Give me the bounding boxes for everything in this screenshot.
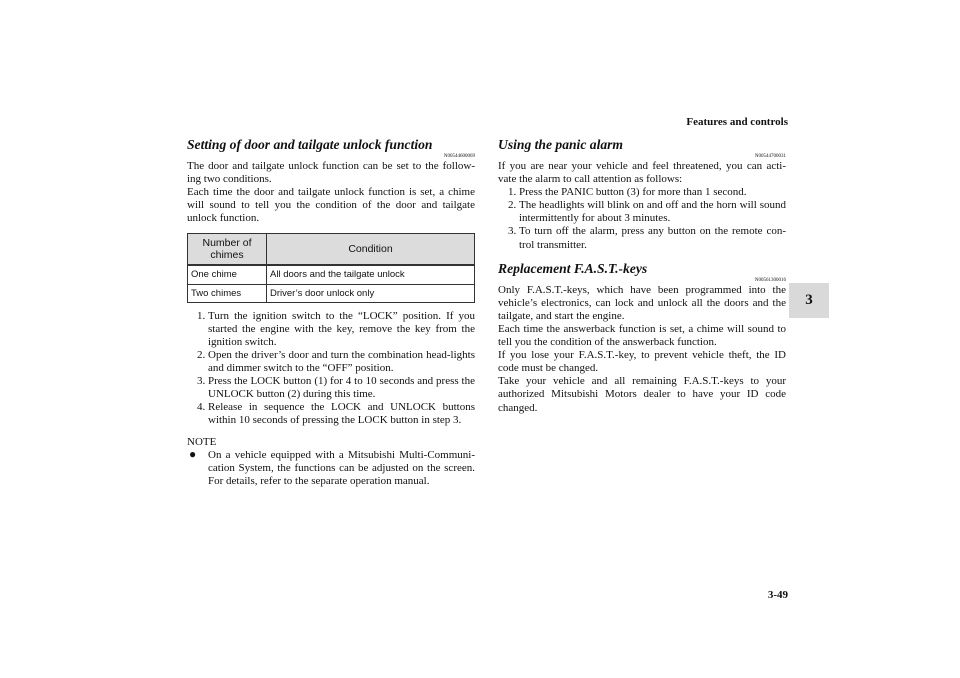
table-cell: Two chimes (188, 284, 267, 302)
note-label: NOTE (187, 435, 217, 448)
step-number: 4. (197, 401, 206, 414)
chapter-number: 3 (805, 292, 813, 308)
step-text: Open the driver’s door and turn the combination head-lights and dimmer switch to the “OFF” position. (208, 348, 475, 375)
step-number: 2. (197, 348, 206, 361)
page-header-title: Features and controls (686, 116, 788, 128)
paragraph: Each time the answerback function is set, a chime will sound to tell you the condition of the answerback function. (498, 322, 786, 349)
step-text: To turn off the alarm, press any button on the remote con-trol transmitter. (519, 225, 786, 251)
bullet-icon: ● (189, 446, 197, 461)
left-column (187, 137, 475, 488)
table-header-number: Number of chimes (188, 234, 267, 266)
table-row (188, 284, 475, 302)
paragraph: The door and tailgate unlock function can be set to the follow-ing two conditions. (187, 160, 475, 186)
chapter-tab (789, 283, 829, 318)
step-number: 3. (508, 225, 517, 238)
paragraph: Each time the door and tailgate unlock function is set, a chime will sound to tell you the condition of the door and tailgate unlock function. (187, 186, 475, 225)
list-item (187, 310, 475, 349)
page-number: 3-49 (767, 589, 788, 601)
list-item (498, 186, 786, 199)
setting-steps (187, 310, 475, 428)
section-heading-unlock-function: Setting of door and tailgate unlock function (187, 137, 433, 152)
step-number: 3. (197, 375, 206, 388)
list-item (187, 375, 475, 401)
step-text: Turn the ignition switch to the “LOCK” position. If you started the engine with the key, remove the key from the ignition switch. (208, 309, 475, 348)
note-bullet-item (187, 446, 475, 488)
table-cell: One chime (188, 265, 267, 284)
list-item (187, 401, 475, 427)
paragraph: Take your vehicle and all remaining F.A.S.T.-keys to your authorized Mitsubishi Motors dealer to have your ID code changed. (498, 375, 786, 414)
replacement-keys-section (498, 261, 786, 415)
paragraph: If you are near your vehicle and feel threatened, you can acti-vate the alarm to call attention as follows: (498, 160, 786, 186)
table-row (188, 265, 475, 284)
table-header-condition: Condition (267, 234, 475, 266)
panic-steps (498, 186, 786, 251)
step-number: 1. (197, 309, 206, 322)
step-text: Press the PANIC button (3) for more than 1 second. (519, 186, 747, 199)
step-number: 1. (508, 186, 517, 199)
right-column (498, 137, 786, 415)
step-number: 2. (508, 199, 517, 212)
list-item (498, 225, 786, 251)
list-item (498, 199, 786, 225)
section-heading-replacement-keys: Replacement F.A.S.T.-keys (498, 260, 648, 276)
note-text: On a vehicle equipped with a Mitsubishi Multi-Communi-cation System, the functions can be adjusted on the screen. For details, refer to the separate operation manual. (208, 448, 475, 487)
list-item (187, 349, 475, 375)
section-code: N00544600069 (443, 154, 475, 159)
step-text: Press the LOCK button (1) for 4 to 10 seconds and press the UNLOCK button (2) during this time. (208, 375, 475, 401)
step-text: The headlights will blink on and off and the horn will sound intermittently for about 3 minutes. (519, 199, 786, 225)
step-text: Release in sequence the LOCK and UNLOCK buttons within 10 seconds of pressing the LOCK button in step 3. (208, 401, 475, 427)
section-heading-panic-alarm: Using the panic alarm (498, 137, 624, 152)
paragraph: Only F.A.S.T.-keys, which have been programmed into the vehicle’s electronics, can lock and unlock all the doors and the tailgate, and start the engine. (498, 283, 786, 322)
paragraph: If you lose your F.A.S.T.-key, to prevent vehicle theft, the ID code must be changed. (498, 349, 786, 375)
table-cell: Driver’s door unlock only (267, 284, 475, 302)
section-code: N00561300016 (754, 277, 786, 283)
section-code: N00544700031 (754, 154, 786, 159)
chime-table (187, 233, 475, 302)
table-cell: All doors and the tailgate unlock (267, 265, 475, 284)
